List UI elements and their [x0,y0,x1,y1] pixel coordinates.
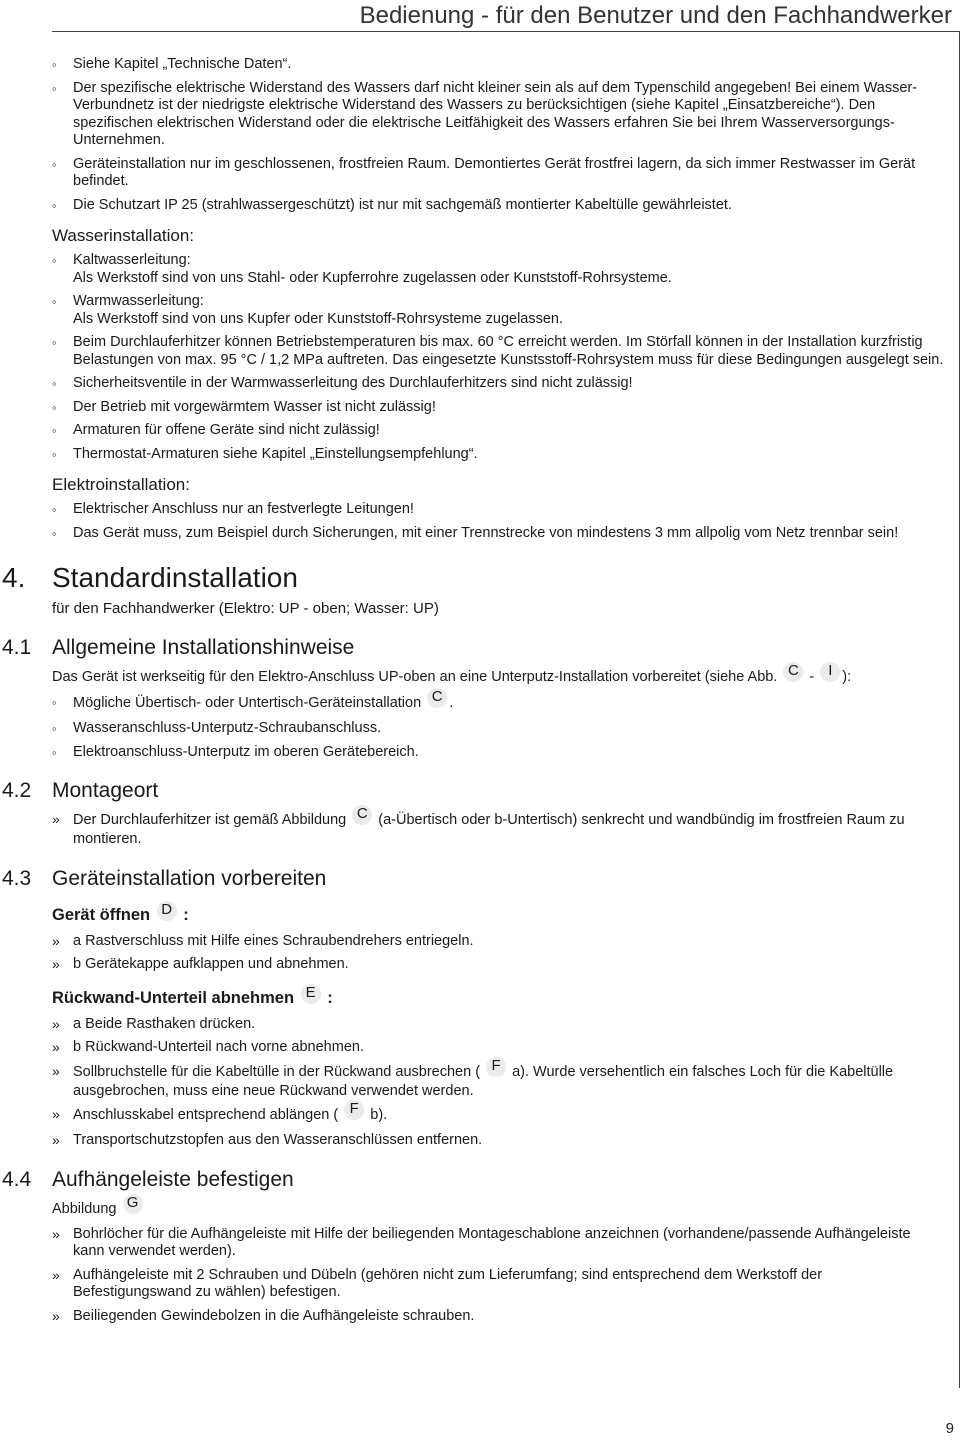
step-item: » b Gerätekappe aufklappen und abnehmen. [52,956,349,972]
bullet-marker: ◦ [52,376,57,391]
arrow-marker: » [52,1225,60,1242]
figure-badge: C [427,688,447,708]
bullet-marker: ◦ [52,525,57,541]
arrow-marker: » [52,1266,60,1283]
step-item: » Beiliegenden Gewindebolzen in die Aufhängeleiste schrauben. [52,1307,475,1324]
list-item: ◦ Warmwasserleitung: Als Werkstoff sind von uns Kupfer oder Kunststoff-Rohrsysteme zugelassen. [52,293,564,327]
figure-badge: I [820,662,840,682]
section-title: Standardinstallation [52,562,298,593]
list-item: ◦ Wasseranschluss-Unterputz-Schraubanschluss. [52,720,382,736]
header-rule [52,31,960,32]
bullet-marker: ◦ [52,57,57,72]
bullet-marker: ◦ [52,197,57,213]
list-item: ◦ Siehe Kapitel „Technische Daten“. [52,56,292,72]
bullet-marker: ◦ [52,695,57,710]
page-number: 9 [945,1420,954,1437]
section-heading [0,562,944,594]
list-item: ◦ Kaltwasserleitung: Als Werkstoff sind von uns Stahl- oder Kupferrohre zugelassen oder Kunststoff-Rohrsysteme. [52,252,672,286]
subsection-title: Allgemeine Installationshinweise [52,636,355,659]
step-item: » Transportschutzstopfen aus den Wasseranschlüssen entfernen. [52,1132,483,1148]
subsection-number: 4.3 [2,866,32,890]
arrow-marker: » [52,1039,60,1055]
remove-backwall-heading: Rückwand-Unterteil abnehmen E : [52,983,333,1007]
arrow-marker: » [52,1106,60,1122]
list-item: ◦ Sicherheitsventile in der Warmwasserleitung des Durchlauferhitzers sind nicht zulässig! [52,375,633,391]
header-title: Bedienung - für den Benutzer und den Fachhandwerker [359,2,952,29]
subsection-heading [0,779,944,803]
subsection-title: Geräteinstallation vorbereiten [52,866,327,890]
subsection-heading [0,636,944,660]
list-item: ◦ Der spezifische elektrische Widerstand des Wassers darf nicht kleiner sein als auf dem Typenschild angegeben! Bei einem Wasser-Verbundnetz ist der niedrigste elektrische Widerstand des Wassers zu berücksichtigen (siehe Kapitel „Einsatzbereiche“). Den spezifischen elektrischen Widerstand oder die elektrische Leitfähigkeit des Wassers erfahren Sie bei Ihrem Wasserversorgungs-Unternehmen. [52,79,918,148]
paragraph: Das Gerät ist werkseitig für den Elektro-Anschluss UP-oben an eine Unterputz-Installation vorbereitet (siehe Abb. C - I ): [52,662,852,685]
step-item: » a Rastverschluss mit Hilfe eines Schraubendrehers entriegeln. [52,932,474,949]
arrow-marker: » [52,932,60,949]
bullet-marker: ◦ [52,80,57,96]
step-item: » Bohrlöcher für die Aufhängeleiste mit Hilfe der beiliegenden Montageschablone anzeichnen (vorhandene/passende Aufhängeleiste kann verwendet werden). [52,1225,911,1259]
bullet-marker: ◦ [52,399,57,415]
page-content [0,56,944,1331]
list-item: ◦ Der Betrieb mit vorgewärmtem Wasser ist nicht zulässig! [52,398,436,415]
bullet-marker: ◦ [52,294,57,309]
list-item: ◦ Die Schutzart IP 25 (strahlwassergeschützt) ist nur mit sachgemäß montierter Kabeltülle gewährleistet. [52,196,732,213]
arrow-marker: » [52,811,60,827]
bullet-marker: ◦ [52,253,57,268]
electro-installation-heading: Elektroinstallation: [52,475,190,494]
water-installation-heading: Wasserinstallation: [52,226,195,245]
list-item: ◦ Elektroanschluss-Unterputz im oberen Gerätebereich. [52,743,419,760]
step-item: » Sollbruchstelle für die Kabeltülle in der Rückwand ausbrechen ( F a). Wurde versehentlich ein falsches Loch für die Kabeltülle ausgebrochen, muss eine neue Rückwand verwendet werden. [52,1056,894,1099]
figure-reference: Abbildung G [52,1200,944,1220]
bullet-marker: ◦ [52,446,57,462]
subsection-heading [0,1168,944,1192]
figure-badge: F [344,1100,364,1120]
bullet-marker: ◦ [52,721,57,736]
figure-badge: E [301,984,321,1004]
figure-badge: D [157,901,177,921]
bullet-marker: ◦ [52,156,57,172]
open-device-heading: Gerät öffnen D : [52,900,189,924]
bullet-marker: ◦ [52,502,57,517]
subsection-title: Aufhängeleiste befestigen [52,1167,294,1191]
bullet-marker: ◦ [52,423,57,438]
subsection-number: 4.1 [2,636,32,659]
step-item: » b Rückwand-Unterteil nach vorne abnehmen. [52,1039,364,1055]
list-item: ◦ Elektrischer Anschluss nur an festverlegte Leitungen! [52,501,414,517]
figure-badge: C [352,805,372,825]
bullet-marker: ◦ [52,335,57,350]
subsection-number: 4.2 [2,779,32,802]
list-item: ◦ Armaturen für offene Geräte sind nicht zulässig! [52,422,380,438]
arrow-marker: » [52,956,60,972]
arrow-marker: » [52,1015,60,1032]
step-item: » Aufhängeleiste mit 2 Schrauben und Dübeln (gehören nicht zum Lieferumfang; sind entsprechend dem Werkstoff der Befestigungswand zu wählen) befestigen. [52,1266,823,1300]
step-item: » Der Durchlauferhitzer ist gemäß Abbildung C (a-Übertisch oder b-Untertisch) senkrecht und wandbündig im frostfreien Raum zu montieren. [52,805,905,847]
subsection-title: Montageort [52,779,159,802]
section-subtitle: für den Fachhandwerker (Elektro: UP - oben; Wasser: UP) [52,600,439,617]
step-item: » Anschlusskabel entsprechend ablängen ( F b). [52,1100,388,1123]
figure-badge: F [486,1057,506,1077]
list-item: ◦ Beim Durchlauferhitzer können Betriebstemperaturen bis max. 60 °C erreicht werden. Im Störfall können in der Installation kurzfristig Belastungen von max. 95 °C / 1,2 MPa auftreten. Das eingesetzte Kunstsstoff-Rohrsystem muss für diese Bedingungen ausgelegt sein. [52,334,944,368]
step-item: » a Beide Rasthaken drücken. [52,1015,256,1032]
section-number: 4. [2,562,26,593]
subsection-number: 4.4 [2,1167,32,1191]
list-item: ◦ Geräteinstallation nur im geschlossenen, frostfreien Raum. Demontiertes Gerät frostfrei lagern, da sich immer Restwasser im Gerät befindet. [52,155,916,189]
list-item: ◦ Mögliche Übertisch- oder Untertisch-Geräteinstallation C . [52,688,454,711]
list-item: ◦ Thermostat-Armaturen siehe Kapitel „Einstellungsempfehlung“. [52,445,478,462]
figure-badge: G [123,1194,143,1214]
list-item: ◦ Das Gerät muss, zum Beispiel durch Sicherungen, mit einer Trennstrecke von mindestens 3 mm allpolig vom Netz trennbar sein! [52,524,899,541]
arrow-marker: » [52,1307,60,1324]
arrow-marker: » [52,1132,60,1148]
bullet-marker: ◦ [52,744,57,760]
figure-badge: C [783,662,803,682]
subsection-heading [0,867,944,891]
arrow-marker: » [52,1062,60,1079]
